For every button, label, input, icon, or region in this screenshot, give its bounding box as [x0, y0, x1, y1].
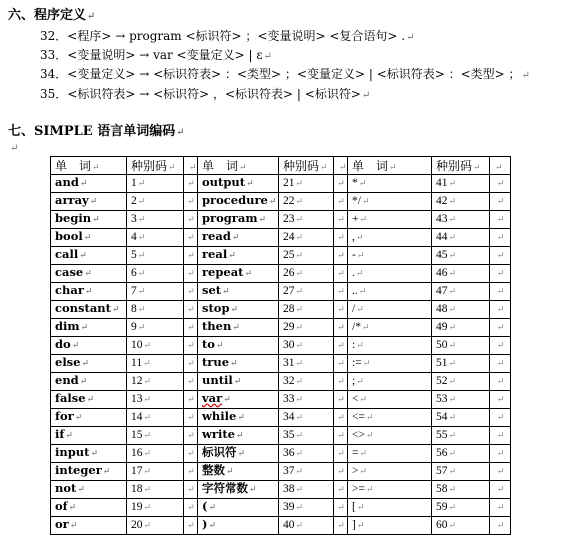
- symbol-cell: >=↵: [348, 481, 432, 499]
- word-cell: for↵: [51, 409, 127, 427]
- section-6-title: 六、程序定义↵: [8, 8, 96, 23]
- code-cell: 56↵: [432, 445, 490, 463]
- spacer-cell: ↵: [490, 409, 511, 427]
- code-cell: 46↵: [432, 265, 490, 283]
- spacer-cell: ↵: [490, 337, 511, 355]
- symbol-cell: -↵: [348, 247, 432, 265]
- code-cell: 51↵: [432, 355, 490, 373]
- table-row: [51, 463, 511, 481]
- word-cell: array↵: [51, 193, 127, 211]
- table-row: [51, 373, 511, 391]
- spacer-cell: ↵: [184, 463, 198, 481]
- spacer-cell: ↵: [334, 229, 348, 247]
- spacer-cell: ↵: [334, 499, 348, 517]
- spacer-cell: ↵: [334, 427, 348, 445]
- table-row: [51, 229, 511, 247]
- table-row: [51, 427, 511, 445]
- code-cell: 24↵: [279, 229, 334, 247]
- word-cell: write↵: [198, 427, 279, 445]
- table-row: [51, 301, 511, 319]
- code-cell: 3↵: [127, 211, 184, 229]
- table-row: [51, 175, 511, 193]
- table-row: [51, 391, 511, 409]
- word-cell: call↵: [51, 247, 127, 265]
- word-cell: 字符常数↵: [198, 481, 279, 499]
- spacer-cell: ↵: [184, 373, 198, 391]
- spacer-cell: ↵: [184, 427, 198, 445]
- code-cell: 17↵: [127, 463, 184, 481]
- code-cell: 6↵: [127, 265, 184, 283]
- code-cell: 44↵: [432, 229, 490, 247]
- spacer-cell: ↵: [184, 391, 198, 409]
- spacer-cell: ↵: [490, 427, 511, 445]
- spacer-cell: ↵: [490, 175, 511, 193]
- spacer-cell: ↵: [490, 265, 511, 283]
- grammar-rule-32: 32．<程序> → program <标识符> ；<变量说明> <复合语句> .↵: [40, 29, 415, 43]
- word-cell: stop↵: [198, 301, 279, 319]
- spacer-cell: ↵: [184, 175, 198, 193]
- header-word-1: 单 词↵: [51, 157, 127, 175]
- symbol-cell: /*↵: [348, 319, 432, 337]
- paragraph-mark-icon: ↵: [10, 143, 19, 154]
- spacer-cell: ↵: [490, 319, 511, 337]
- symbol-cell: <↵: [348, 391, 432, 409]
- word-cell: true↵: [198, 355, 279, 373]
- table-row: [51, 499, 511, 517]
- spacer-cell: ↵: [334, 157, 348, 175]
- symbol-cell: .↵: [348, 265, 432, 283]
- code-cell: 33↵: [279, 391, 334, 409]
- spacer-cell: ↵: [184, 409, 198, 427]
- table-header-row: [51, 157, 511, 175]
- spacer-cell: ↵: [490, 445, 511, 463]
- spacer-cell: ↵: [184, 301, 198, 319]
- symbol-cell: :=↵: [348, 355, 432, 373]
- header-code-1: 种别码↵: [127, 157, 184, 175]
- code-cell: 15↵: [127, 427, 184, 445]
- spacer-cell: ↵: [334, 193, 348, 211]
- spacer-cell: ↵: [490, 283, 511, 301]
- table-row: [51, 319, 511, 337]
- header-code-3: 种别码↵: [432, 157, 490, 175]
- word-cell: read↵: [198, 229, 279, 247]
- symbol-cell: <>↵: [348, 427, 432, 445]
- word-cell: )↵: [198, 517, 279, 535]
- word-cell: begin↵: [51, 211, 127, 229]
- code-cell: 2↵: [127, 193, 184, 211]
- word-cell: procedure↵: [198, 193, 279, 211]
- word-cell: do↵: [51, 337, 127, 355]
- code-cell: 38↵: [279, 481, 334, 499]
- spacer-cell: ↵: [490, 373, 511, 391]
- spacer-cell: ↵: [184, 499, 198, 517]
- symbol-cell: */↵: [348, 193, 432, 211]
- table-row: [51, 211, 511, 229]
- word-cell: input↵: [51, 445, 127, 463]
- spacer-cell: ↵: [184, 355, 198, 373]
- code-cell: 40↵: [279, 517, 334, 535]
- code-cell: 32↵: [279, 373, 334, 391]
- symbol-cell: :↵: [348, 337, 432, 355]
- word-cell: else↵: [51, 355, 127, 373]
- spacer-cell: ↵: [334, 211, 348, 229]
- header-code-2: 种别码↵: [279, 157, 334, 175]
- symbol-cell: =↵: [348, 445, 432, 463]
- code-cell: 29↵: [279, 319, 334, 337]
- code-cell: 26↵: [279, 265, 334, 283]
- spacer-cell: ↵: [334, 517, 348, 535]
- word-cell: of↵: [51, 499, 127, 517]
- word-cell: case↵: [51, 265, 127, 283]
- table-row: [51, 445, 511, 463]
- spacer-cell: ↵: [184, 157, 198, 175]
- spacer-cell: ↵: [490, 193, 511, 211]
- code-cell: 14↵: [127, 409, 184, 427]
- table-row: [51, 247, 511, 265]
- code-cell: 59↵: [432, 499, 490, 517]
- code-cell: 23↵: [279, 211, 334, 229]
- code-cell: 11↵: [127, 355, 184, 373]
- code-cell: 28↵: [279, 301, 334, 319]
- code-cell: 47↵: [432, 283, 490, 301]
- spacer-cell: ↵: [490, 355, 511, 373]
- word-cell: false↵: [51, 391, 127, 409]
- spacer-cell: ↵: [334, 481, 348, 499]
- code-cell: 22↵: [279, 193, 334, 211]
- code-cell: 20↵: [127, 517, 184, 535]
- spacer-cell: ↵: [184, 193, 198, 211]
- table-row: [51, 481, 511, 499]
- table-row: [51, 409, 511, 427]
- code-cell: 55↵: [432, 427, 490, 445]
- spacer-cell: ↵: [490, 211, 511, 229]
- table-row: [51, 337, 511, 355]
- code-cell: 16↵: [127, 445, 184, 463]
- symbol-cell: <=↵: [348, 409, 432, 427]
- code-cell: 8↵: [127, 301, 184, 319]
- code-cell: 10↵: [127, 337, 184, 355]
- table-row: [51, 355, 511, 373]
- spacer-cell: ↵: [490, 499, 511, 517]
- table-row: [51, 193, 511, 211]
- spacer-cell: ↵: [184, 283, 198, 301]
- spacer-cell: ↵: [184, 337, 198, 355]
- code-cell: 9↵: [127, 319, 184, 337]
- code-cell: 21↵: [279, 175, 334, 193]
- spacer-cell: ↵: [490, 157, 511, 175]
- word-cell: while↵: [198, 409, 279, 427]
- spacer-cell: ↵: [490, 391, 511, 409]
- code-cell: 48↵: [432, 301, 490, 319]
- spacer-cell: ↵: [334, 409, 348, 427]
- code-cell: 30↵: [279, 337, 334, 355]
- code-cell: 60↵: [432, 517, 490, 535]
- code-cell: 57↵: [432, 463, 490, 481]
- header-word-2: 单 词↵: [198, 157, 279, 175]
- word-cell: set↵: [198, 283, 279, 301]
- word-cell: not↵: [51, 481, 127, 499]
- word-cell: real↵: [198, 247, 279, 265]
- word-cell: char↵: [51, 283, 127, 301]
- spacer-cell: ↵: [334, 301, 348, 319]
- code-cell: 37↵: [279, 463, 334, 481]
- word-cell: to↵: [198, 337, 279, 355]
- code-cell: 31↵: [279, 355, 334, 373]
- word-cell: program↵: [198, 211, 279, 229]
- spacer-cell: ↵: [334, 445, 348, 463]
- code-cell: 42↵: [432, 193, 490, 211]
- spacer-cell: ↵: [184, 211, 198, 229]
- code-cell: 50↵: [432, 337, 490, 355]
- spacer-cell: ↵: [490, 301, 511, 319]
- word-cell: and↵: [51, 175, 127, 193]
- spacer-cell: ↵: [334, 337, 348, 355]
- code-cell: 7↵: [127, 283, 184, 301]
- code-cell: 5↵: [127, 247, 184, 265]
- word-cell: until↵: [198, 373, 279, 391]
- code-cell: 34↵: [279, 409, 334, 427]
- spacer-cell: ↵: [334, 265, 348, 283]
- symbol-cell: +↵: [348, 211, 432, 229]
- spacer-cell: ↵: [490, 247, 511, 265]
- spacer-cell: ↵: [184, 319, 198, 337]
- code-cell: 25↵: [279, 247, 334, 265]
- symbol-cell: ;↵: [348, 373, 432, 391]
- code-cell: 12↵: [127, 373, 184, 391]
- spacer-cell: ↵: [334, 373, 348, 391]
- code-cell: 54↵: [432, 409, 490, 427]
- code-cell: 36↵: [279, 445, 334, 463]
- word-cell: then↵: [198, 319, 279, 337]
- code-cell: 4↵: [127, 229, 184, 247]
- spacer-cell: ↵: [334, 247, 348, 265]
- word-cell: integer↵: [51, 463, 127, 481]
- grammar-rule-35: 35．<标识符表> → <标识符> ，<标识符表> | <标识符>↵: [40, 87, 371, 101]
- grammar-rule-34: 34．<变量定义> → <标识符表> ：<类型> ；<变量定义> | <标识符表> ：<类型> ；↵: [40, 67, 530, 81]
- spacer-cell: ↵: [184, 481, 198, 499]
- code-cell: 41↵: [432, 175, 490, 193]
- spacer-cell: ↵: [184, 445, 198, 463]
- code-cell: 49↵: [432, 319, 490, 337]
- table-row: [51, 283, 511, 301]
- symbol-cell: [↵: [348, 499, 432, 517]
- word-cell: dim↵: [51, 319, 127, 337]
- symbol-cell: *↵: [348, 175, 432, 193]
- spacer-cell: ↵: [334, 283, 348, 301]
- spacer-cell: ↵: [334, 175, 348, 193]
- code-cell: 39↵: [279, 499, 334, 517]
- spacer-cell: ↵: [184, 265, 198, 283]
- spacer-cell: ↵: [184, 229, 198, 247]
- code-cell: 45↵: [432, 247, 490, 265]
- word-cell: 整数↵: [198, 463, 279, 481]
- word-code-table: [50, 156, 511, 535]
- code-cell: 13↵: [127, 391, 184, 409]
- code-cell: 58↵: [432, 481, 490, 499]
- symbol-cell: ..↵: [348, 283, 432, 301]
- grammar-rule-33: 33．<变量说明> → var <变量定义> | ε↵: [40, 48, 272, 62]
- code-cell: 1↵: [127, 175, 184, 193]
- code-cell: 53↵: [432, 391, 490, 409]
- symbol-cell: >↵: [348, 463, 432, 481]
- spacer-cell: ↵: [334, 355, 348, 373]
- section-7-title: 七、SIMPLE 语言单词编码↵: [8, 124, 185, 139]
- word-cell: 标识符↵: [198, 445, 279, 463]
- word-cell: if↵: [51, 427, 127, 445]
- word-cell: output↵: [198, 175, 279, 193]
- word-cell: (↵: [198, 499, 279, 517]
- code-cell: 19↵: [127, 499, 184, 517]
- code-cell: 43↵: [432, 211, 490, 229]
- spacer-cell: ↵: [490, 463, 511, 481]
- spacer-cell: ↵: [334, 319, 348, 337]
- word-cell: end↵: [51, 373, 127, 391]
- table-row: [51, 265, 511, 283]
- code-cell: 27↵: [279, 283, 334, 301]
- symbol-cell: ,↵: [348, 229, 432, 247]
- spacer-cell: ↵: [490, 229, 511, 247]
- word-cell: or↵: [51, 517, 127, 535]
- spacer-cell: ↵: [490, 481, 511, 499]
- spacer-cell: ↵: [490, 517, 511, 535]
- header-word-3: 单 词↵: [348, 157, 432, 175]
- spacer-cell: ↵: [184, 517, 198, 535]
- word-cell: var↵: [198, 391, 279, 409]
- word-cell: bool↵: [51, 229, 127, 247]
- word-cell: constant↵: [51, 301, 127, 319]
- code-cell: 52↵: [432, 373, 490, 391]
- word-cell: repeat↵: [198, 265, 279, 283]
- symbol-cell: ]↵: [348, 517, 432, 535]
- code-cell: 35↵: [279, 427, 334, 445]
- symbol-cell: /↵: [348, 301, 432, 319]
- spacer-cell: ↵: [334, 463, 348, 481]
- code-cell: 18↵: [127, 481, 184, 499]
- spacer-cell: ↵: [334, 391, 348, 409]
- spacer-cell: ↵: [184, 247, 198, 265]
